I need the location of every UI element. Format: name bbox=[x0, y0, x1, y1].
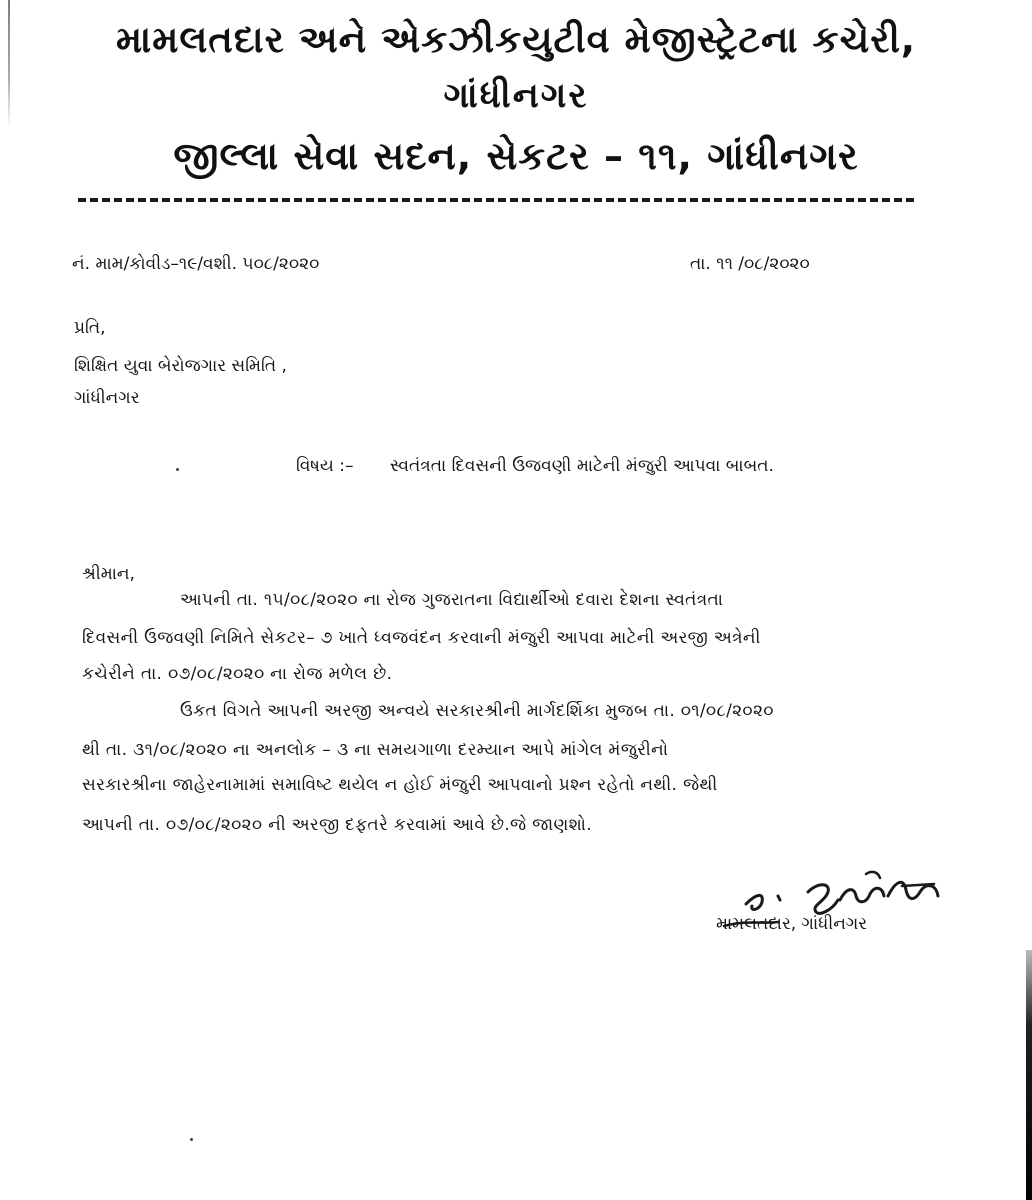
body-line: આપની તા. ૧૫/૦૮/૨૦૨૦ ના રોજ ગુજરાતના વિદ્યાર્થીઓ દવારા દેશના સ્વતંત્રતા bbox=[180, 590, 724, 610]
header-divider bbox=[78, 198, 914, 202]
body-line: કચેરીને તા. ૦૭/૦૮/૨૦૨૦ ના રોજ મળેલ છે. bbox=[82, 664, 393, 684]
subject-text: સ્વતંત્રતા દિવસની ઉજવણી માટેની મંજુરી આપવા બાબત. bbox=[390, 456, 774, 476]
scan-speck bbox=[176, 468, 179, 471]
reference-number: નં. મામ/કોવીડ–૧૯/વશી. ૫૦૮/૨૦૨૦ bbox=[72, 254, 320, 274]
scan-edge-right bbox=[1026, 950, 1032, 1200]
office-address: જીલ્લા સેવા સદન, સેકટર – ૧૧, ગાંધીનગર bbox=[173, 134, 859, 178]
addressee-line: પ્રતિ, bbox=[74, 318, 106, 338]
body-line: દિવસની ઉજવણી નિમિતે સેકટર– ૭ ખાતે ધ્વજવંદન કરવાની મંજુરી આપવા માટેની અરજી અત્રેની bbox=[82, 628, 761, 648]
office-city: ગાંધીનગર bbox=[443, 76, 589, 116]
addressee-line: શિક્ષિત યુવા બેરોજગાર સમિતિ , bbox=[74, 356, 287, 376]
body-line: સરકારશ્રીના જાહેરનામામાં સમાવિષ્ટ થયેલ ન હોઈ મંજુરી આપવાનો પ્રશ્ન રહેતો નથી. જેથી bbox=[82, 775, 718, 795]
scan-speck bbox=[190, 1138, 193, 1141]
subject-label: વિષય :– bbox=[296, 456, 354, 476]
office-title: મામલતદાર અને એકઝીકયુટીવ મેજીસ્ટ્રેટના કચેરી, bbox=[116, 18, 916, 61]
letter-date: તા. ૧૧ /૦૮/૨૦૨૦ bbox=[690, 254, 810, 274]
body-line: આપની તા. ૦૭/૦૮/૨૦૨૦ ની અરજી દફતરે કરવામાં આવે છે.જે જાણશો. bbox=[82, 815, 592, 835]
salutation: શ્રીમાન, bbox=[82, 564, 135, 584]
addressee-line: ગાંધીનગર bbox=[74, 388, 140, 408]
signatory-caption: મામલતદાર, ગાંધીનગર bbox=[716, 914, 868, 934]
body-line: ઉકત વિગતે આપની અરજી અન્વયે સરકારશ્રીની માર્ગદર્શિકા મુજબ તા. ૦૧/૦૮/૨૦૨૦ bbox=[180, 701, 774, 721]
body-line: થી તા. ૩૧/૦૮/૨૦૨૦ ના અનલોક – ૩ ના સમયગાળા દરમ્યાન આપે માંગેલ મંજુરીનો bbox=[82, 740, 669, 760]
handwritten-signature bbox=[716, 866, 956, 950]
